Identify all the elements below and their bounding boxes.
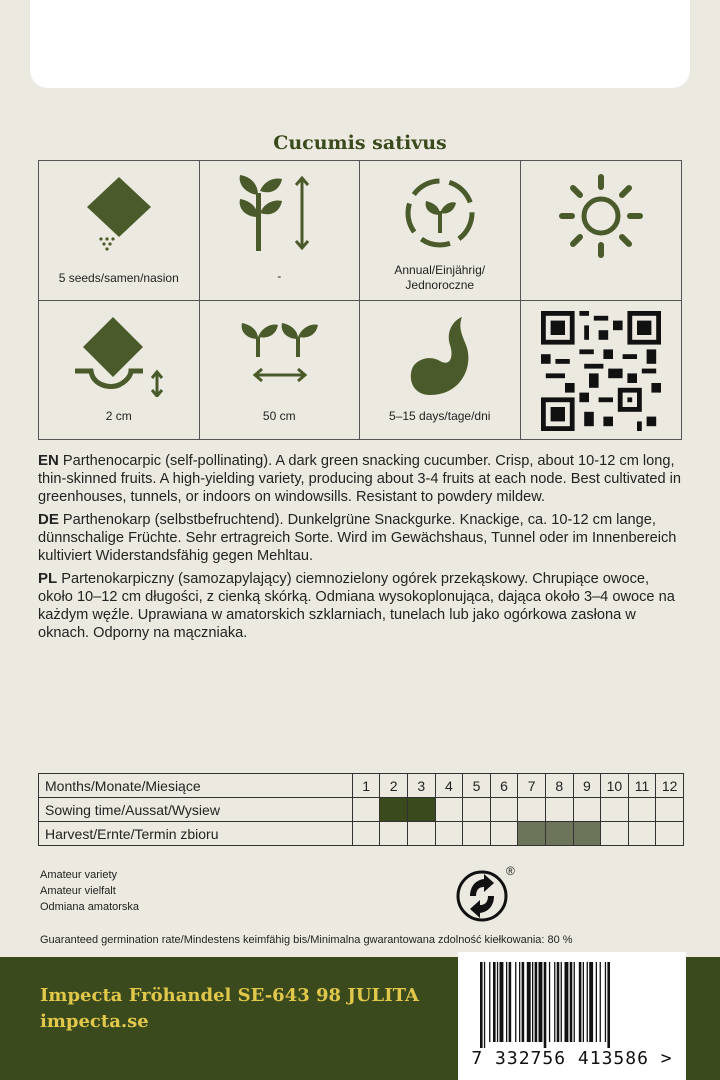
month-12: 12: [656, 774, 684, 798]
lang-code-en: EN: [38, 452, 59, 469]
harvest-month-10: [601, 822, 629, 846]
sowing-depth-icon: [69, 313, 169, 397]
month-4: 4: [435, 774, 463, 798]
lifecycle-cell: [360, 161, 521, 301]
barcode-bar: [549, 962, 550, 1042]
species-name: Cucumis sativus: [273, 132, 447, 154]
sowing-row: [39, 798, 684, 822]
barcode-bar: [544, 962, 547, 1048]
harvest-month-7: [518, 822, 546, 846]
seed-count: 5 seeds/samen/nasion: [58, 271, 179, 285]
lang-code-de: DE: [38, 511, 59, 528]
lang-code-pl: PL: [38, 570, 58, 587]
sowing-month-4: [435, 798, 463, 822]
harvest-month-5: [463, 822, 491, 846]
registered-mark: ®: [506, 864, 515, 878]
barcode-bar: [509, 962, 512, 1042]
calendar-header-label: Months/Monate/Miesiące: [39, 774, 353, 798]
sowing-month-5: [463, 798, 491, 822]
barcode-bar: [565, 962, 569, 1042]
lifecycle-label: [360, 263, 520, 293]
plant-spacing-value: 50 cm: [262, 409, 296, 423]
harvest-month-9: [573, 822, 601, 846]
barcode-bar: [574, 962, 575, 1042]
barcode-bar: [589, 962, 593, 1042]
harvest-month-11: [628, 822, 656, 846]
barcode-bar: [480, 962, 483, 1048]
barcode-bar: [484, 962, 485, 1048]
month-11: 11: [628, 774, 656, 798]
barcode-digits: 7 332756 413586 >: [471, 1048, 673, 1069]
barcode-bar: [532, 962, 533, 1042]
harvest-month-1: [352, 822, 380, 846]
amateur-variety-block: [40, 867, 139, 915]
germination-days: 5–15 days/tage/dni: [389, 409, 491, 423]
month-5: 5: [463, 774, 491, 798]
barcode: [458, 952, 686, 1080]
height-cell: [200, 161, 361, 301]
barcode-bar: [497, 962, 498, 1042]
harvest-month-12: [656, 822, 684, 846]
seed-packet-icon: [79, 173, 159, 253]
sowing-depth-value: 2 cm: [105, 409, 132, 423]
spacing-cell: [200, 301, 361, 440]
harvest-month-6: [490, 822, 518, 846]
qr-cell: [521, 301, 682, 440]
sowing-month-1: [352, 798, 380, 822]
plant-height-value: -: [277, 269, 282, 283]
sowing-month-3: [407, 798, 435, 822]
depth-cell: [39, 301, 200, 440]
barcode-bar: [493, 962, 496, 1042]
annual-cycle-icon: [400, 173, 480, 253]
lifecycle-line-1: Annual/Einjährig/: [394, 263, 486, 277]
barcode-bar: [489, 962, 490, 1042]
barcode-bar: [500, 962, 504, 1042]
month-2: 2: [380, 774, 408, 798]
description-en-text: Parthenocarpic (self-pollinating). A dark green snacking cucumber. Crisp, about 10-12 cm long, thin-skinned fruits. A high-yielding variety, producing about 3-4 fruits at each node. Best cultivated in greenhouses, tunnels, or indoors on windowsills. Resistant to powdery mildew.: [38, 453, 682, 505]
sowing-month-10: [601, 798, 629, 822]
month-9: 9: [573, 774, 601, 798]
barcode-bar: [515, 962, 516, 1042]
barcode-bar: [596, 962, 597, 1042]
description: [38, 452, 682, 647]
month-1: 1: [352, 774, 380, 798]
month-10: 10: [601, 774, 629, 798]
month-3: 3: [407, 774, 435, 798]
calendar-header-row: [39, 774, 684, 798]
barcode-bar: [506, 962, 507, 1042]
barcode-bar: [579, 962, 582, 1042]
harvest-row: [39, 822, 684, 846]
sowing-month-8: [545, 798, 573, 822]
green-dot-recycle-logo: [456, 866, 520, 927]
sowing-row-label: Sowing time/Aussat/Wysiew: [39, 798, 353, 822]
lifecycle-line-2: Jednoroczne: [405, 278, 475, 292]
hanger-cutout: [30, 0, 690, 88]
amateur-line-pl: Odmiana amatorska: [40, 901, 140, 913]
description-de: [38, 511, 682, 565]
barcode-bars: [480, 962, 664, 1048]
germination-cell: [360, 301, 521, 440]
barcode-bar: [561, 962, 562, 1042]
barcode-bar: [527, 962, 531, 1042]
sprouting-seed-icon: [400, 313, 480, 399]
barcode-bar: [583, 962, 584, 1042]
sowing-month-9: [573, 798, 601, 822]
harvest-month-8: [545, 822, 573, 846]
month-6: 6: [490, 774, 518, 798]
barcode-bar: [557, 962, 560, 1042]
harvest-month-4: [435, 822, 463, 846]
harvest-month-3: [407, 822, 435, 846]
barcode-bar: [607, 962, 610, 1048]
plant-height-icon: [234, 173, 324, 253]
description-en: [38, 452, 682, 506]
sowing-month-2: [380, 798, 408, 822]
barcode-bar: [522, 962, 525, 1042]
sowing-month-6: [490, 798, 518, 822]
barcode-bar: [539, 962, 543, 1042]
sun-icon: [558, 173, 644, 259]
sowing-month-11: [628, 798, 656, 822]
barcode-bar: [554, 962, 555, 1042]
barcode-bar: [600, 962, 601, 1042]
plant-spacing-icon: [234, 313, 324, 393]
icon-grid: [38, 160, 682, 440]
germination-rate: Guaranteed germination rate/Mindestens keimfähig bis/Minimalna gwarantowana zdolność kiełkowania: 80 %: [40, 934, 573, 946]
sowing-calendar: [38, 773, 684, 846]
description-de-text: Parthenokarp (selbstbefruchtend). Dunkelgrüne Snackgurke. Knackige, ca. 10-12 cm lange, dünnschalige Früchte. Sehr ertragreich Sorte. Wird im Gewächshaus, Tunnel oder im Innenbereich kultiviert Widerstandsfähig gegen Mehltau.: [38, 512, 677, 564]
qr-code[interactable]: [541, 311, 661, 431]
company-address: Impecta Fröhandel SE-643 98 JULITA: [40, 985, 419, 1006]
barcode-bar: [519, 962, 520, 1042]
amateur-line-de: Amateur vielfalt: [40, 885, 116, 897]
barcode-bar: [605, 962, 606, 1042]
barcode-bar: [587, 962, 588, 1042]
sowing-month-12: [656, 798, 684, 822]
amateur-line-en: Amateur variety: [40, 869, 118, 881]
harvest-month-2: [380, 822, 408, 846]
description-pl: [38, 570, 682, 642]
sun-cell: [521, 161, 682, 301]
month-7: 7: [518, 774, 546, 798]
barcode-bar: [535, 962, 538, 1042]
company-website[interactable]: impecta.se: [40, 1011, 149, 1032]
barcode-bar: [570, 962, 573, 1042]
description-pl-text: Partenokarpiczny (samozapylający) ciemnozielony ogórek przekąskowy. Chrupiące owoce, około 10–12 cm długości, z cienką skórką. Odmiana wysokoplonująca, dająca około 3–4 owoce na każdym węźle. Uprawiana w amatorskich szklarniach, tunelach lub jako ogórkowa zasłona w oknach. Odporny na mączniaka.: [38, 571, 675, 641]
sowing-month-7: [518, 798, 546, 822]
month-8: 8: [545, 774, 573, 798]
harvest-row-label: Harvest/Ernte/Termin zbioru: [39, 822, 353, 846]
seeds-cell: [39, 161, 200, 301]
